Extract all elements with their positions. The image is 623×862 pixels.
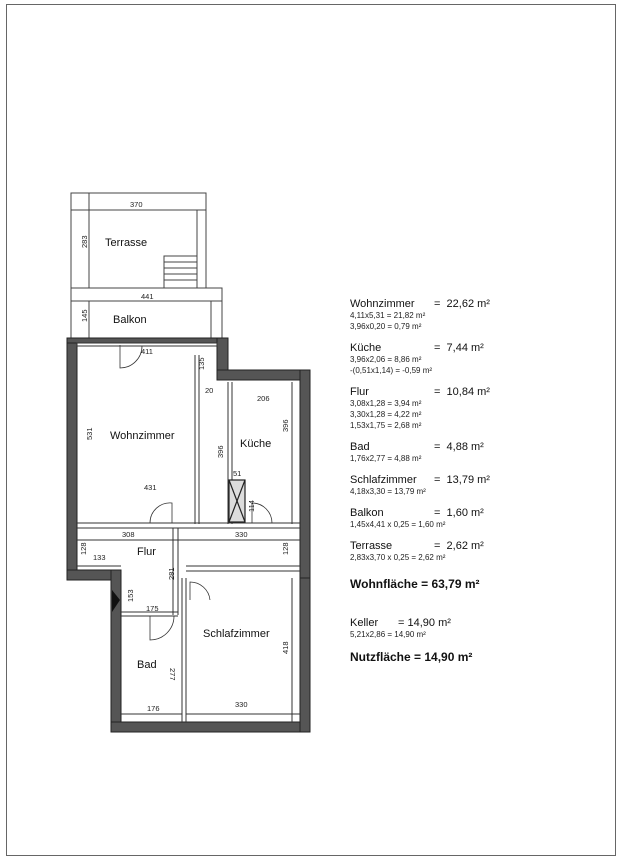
area-list: [350, 298, 610, 563]
dim-flur-308: 308: [122, 530, 135, 539]
keller-name: Keller: [350, 617, 379, 629]
dim-flur-330: 330: [235, 530, 248, 539]
dim-notch-height: 135: [197, 357, 206, 370]
area-room-value: 2,62 m²: [446, 540, 484, 552]
dim-balkon-height: 145: [80, 309, 89, 322]
area-equals: =: [434, 540, 447, 552]
area-room-value: 7,44 m²: [446, 342, 484, 354]
dim-bad-175: 175: [146, 604, 159, 613]
dim-kueche-51: 51: [233, 469, 242, 478]
area-entry: [350, 441, 610, 464]
area-calc-line: 1,76x2,77 = 4,88 m²: [350, 454, 422, 463]
area-entry: [350, 298, 610, 332]
room-label-balkon: Balkon: [113, 314, 147, 326]
area-entry: [350, 386, 610, 431]
area-room-name: Flur: [350, 386, 369, 398]
dim-wohn-bottom: 431: [144, 483, 157, 492]
area-equals: =: [434, 507, 447, 519]
area-entry: [350, 342, 610, 376]
area-room-name: Terrasse: [350, 540, 393, 552]
room-label-schlafzimmer: Schlafzimmer: [203, 628, 270, 640]
dim-schlaf-330: 330: [235, 700, 248, 709]
dim-balkon-width: 441: [141, 292, 154, 301]
keller-area: [350, 617, 610, 640]
dim-terrasse-height: 283: [80, 235, 89, 248]
area-calc-line: 3,08x1,28 = 3,94 m²: [350, 399, 422, 408]
dim-flur-281: 281: [167, 567, 176, 580]
area-calc-line: 3,30x1,28 = 4,22 m²: [350, 410, 422, 419]
dim-bad-153: 153: [126, 589, 135, 602]
dim-flur-128-right: 128: [281, 542, 290, 555]
dim-schlaf-418: 418: [281, 641, 290, 654]
area-calc-line: 4,11x5,31 = 21,82 m²: [350, 311, 426, 320]
area-room-value: 4,88 m²: [446, 441, 484, 453]
room-label-wohnzimmer: Wohnzimmer: [110, 430, 175, 442]
dim-flur-128-left: 128: [79, 542, 88, 555]
area-equals: =: [434, 474, 447, 486]
area-room-name: Küche: [350, 342, 382, 354]
area-equals: =: [434, 298, 447, 310]
area-room-value: 10,84 m²: [446, 386, 490, 398]
area-room-value: 13,79 m²: [446, 474, 490, 486]
doors: [120, 345, 272, 640]
area-calc-line: -(0,51x1,14) = -0,59 m²: [350, 366, 433, 375]
keller-value: 14,90 m²: [407, 617, 451, 629]
area-calc-line: 4,18x3,30 = 13,79 m²: [350, 487, 426, 496]
dim-kueche-114: 114: [247, 500, 256, 512]
area-equals: =: [434, 386, 447, 398]
room-label-kueche: Küche: [240, 438, 272, 450]
dim-kueche-width: 206: [257, 394, 270, 403]
dim-terrasse-width: 370: [130, 200, 143, 209]
keller-calc: 5,21x2,86 = 14,90 m²: [350, 630, 426, 639]
area-entry: [350, 540, 610, 563]
area-entry: [350, 507, 610, 530]
nutzflaeche-total: Nutzfläche = 14,90 m²: [350, 650, 473, 664]
shaft: [229, 480, 245, 522]
dim-bad-176: 176: [147, 704, 160, 713]
area-calc-line: 3,96x2,06 = 8,86 m²: [350, 355, 422, 364]
dim-wohn-top: 411: [141, 347, 153, 356]
dim-notch-width: 20: [205, 386, 214, 395]
area-room-name: Bad: [350, 441, 370, 453]
area-calc-line: 1,45x4,41 x 0,25 = 1,60 m²: [350, 520, 446, 529]
floor-plan: [0, 0, 330, 760]
keller-eq: =: [398, 617, 408, 629]
room-label-flur: Flur: [137, 546, 156, 558]
area-equals: =: [434, 342, 447, 354]
area-room-value: 22,62 m²: [446, 298, 490, 310]
dim-bad-277: 277: [168, 668, 177, 681]
area-entry: [350, 474, 610, 497]
area-room-name: Wohnzimmer: [350, 298, 415, 310]
area-calc-line: 2,83x3,70 x 0,25 = 2,62 m²: [350, 553, 446, 562]
room-label-bad: Bad: [137, 659, 157, 671]
area-calc-line: 1,53x1,75 = 2,68 m²: [350, 421, 422, 430]
area-calculation: [350, 298, 610, 664]
area-equals: =: [434, 441, 447, 453]
area-room-name: Balkon: [350, 507, 384, 519]
area-calc-line: 3,96x0,20 = 0,79 m²: [350, 322, 422, 331]
area-room-name: Schlafzimmer: [350, 474, 417, 486]
room-label-terrasse: Terrasse: [105, 237, 148, 249]
dim-kueche-height: 396: [281, 419, 290, 432]
wohnflaeche-total: Wohnfläche = 63,79 m²: [350, 577, 480, 591]
dim-wohn-height: 531: [85, 427, 94, 440]
area-room-value: 1,60 m²: [446, 507, 484, 519]
dim-wohn-inner-height: 396: [216, 445, 225, 458]
dim-flur-133: 133: [93, 553, 106, 562]
outer-walls: [67, 338, 310, 732]
